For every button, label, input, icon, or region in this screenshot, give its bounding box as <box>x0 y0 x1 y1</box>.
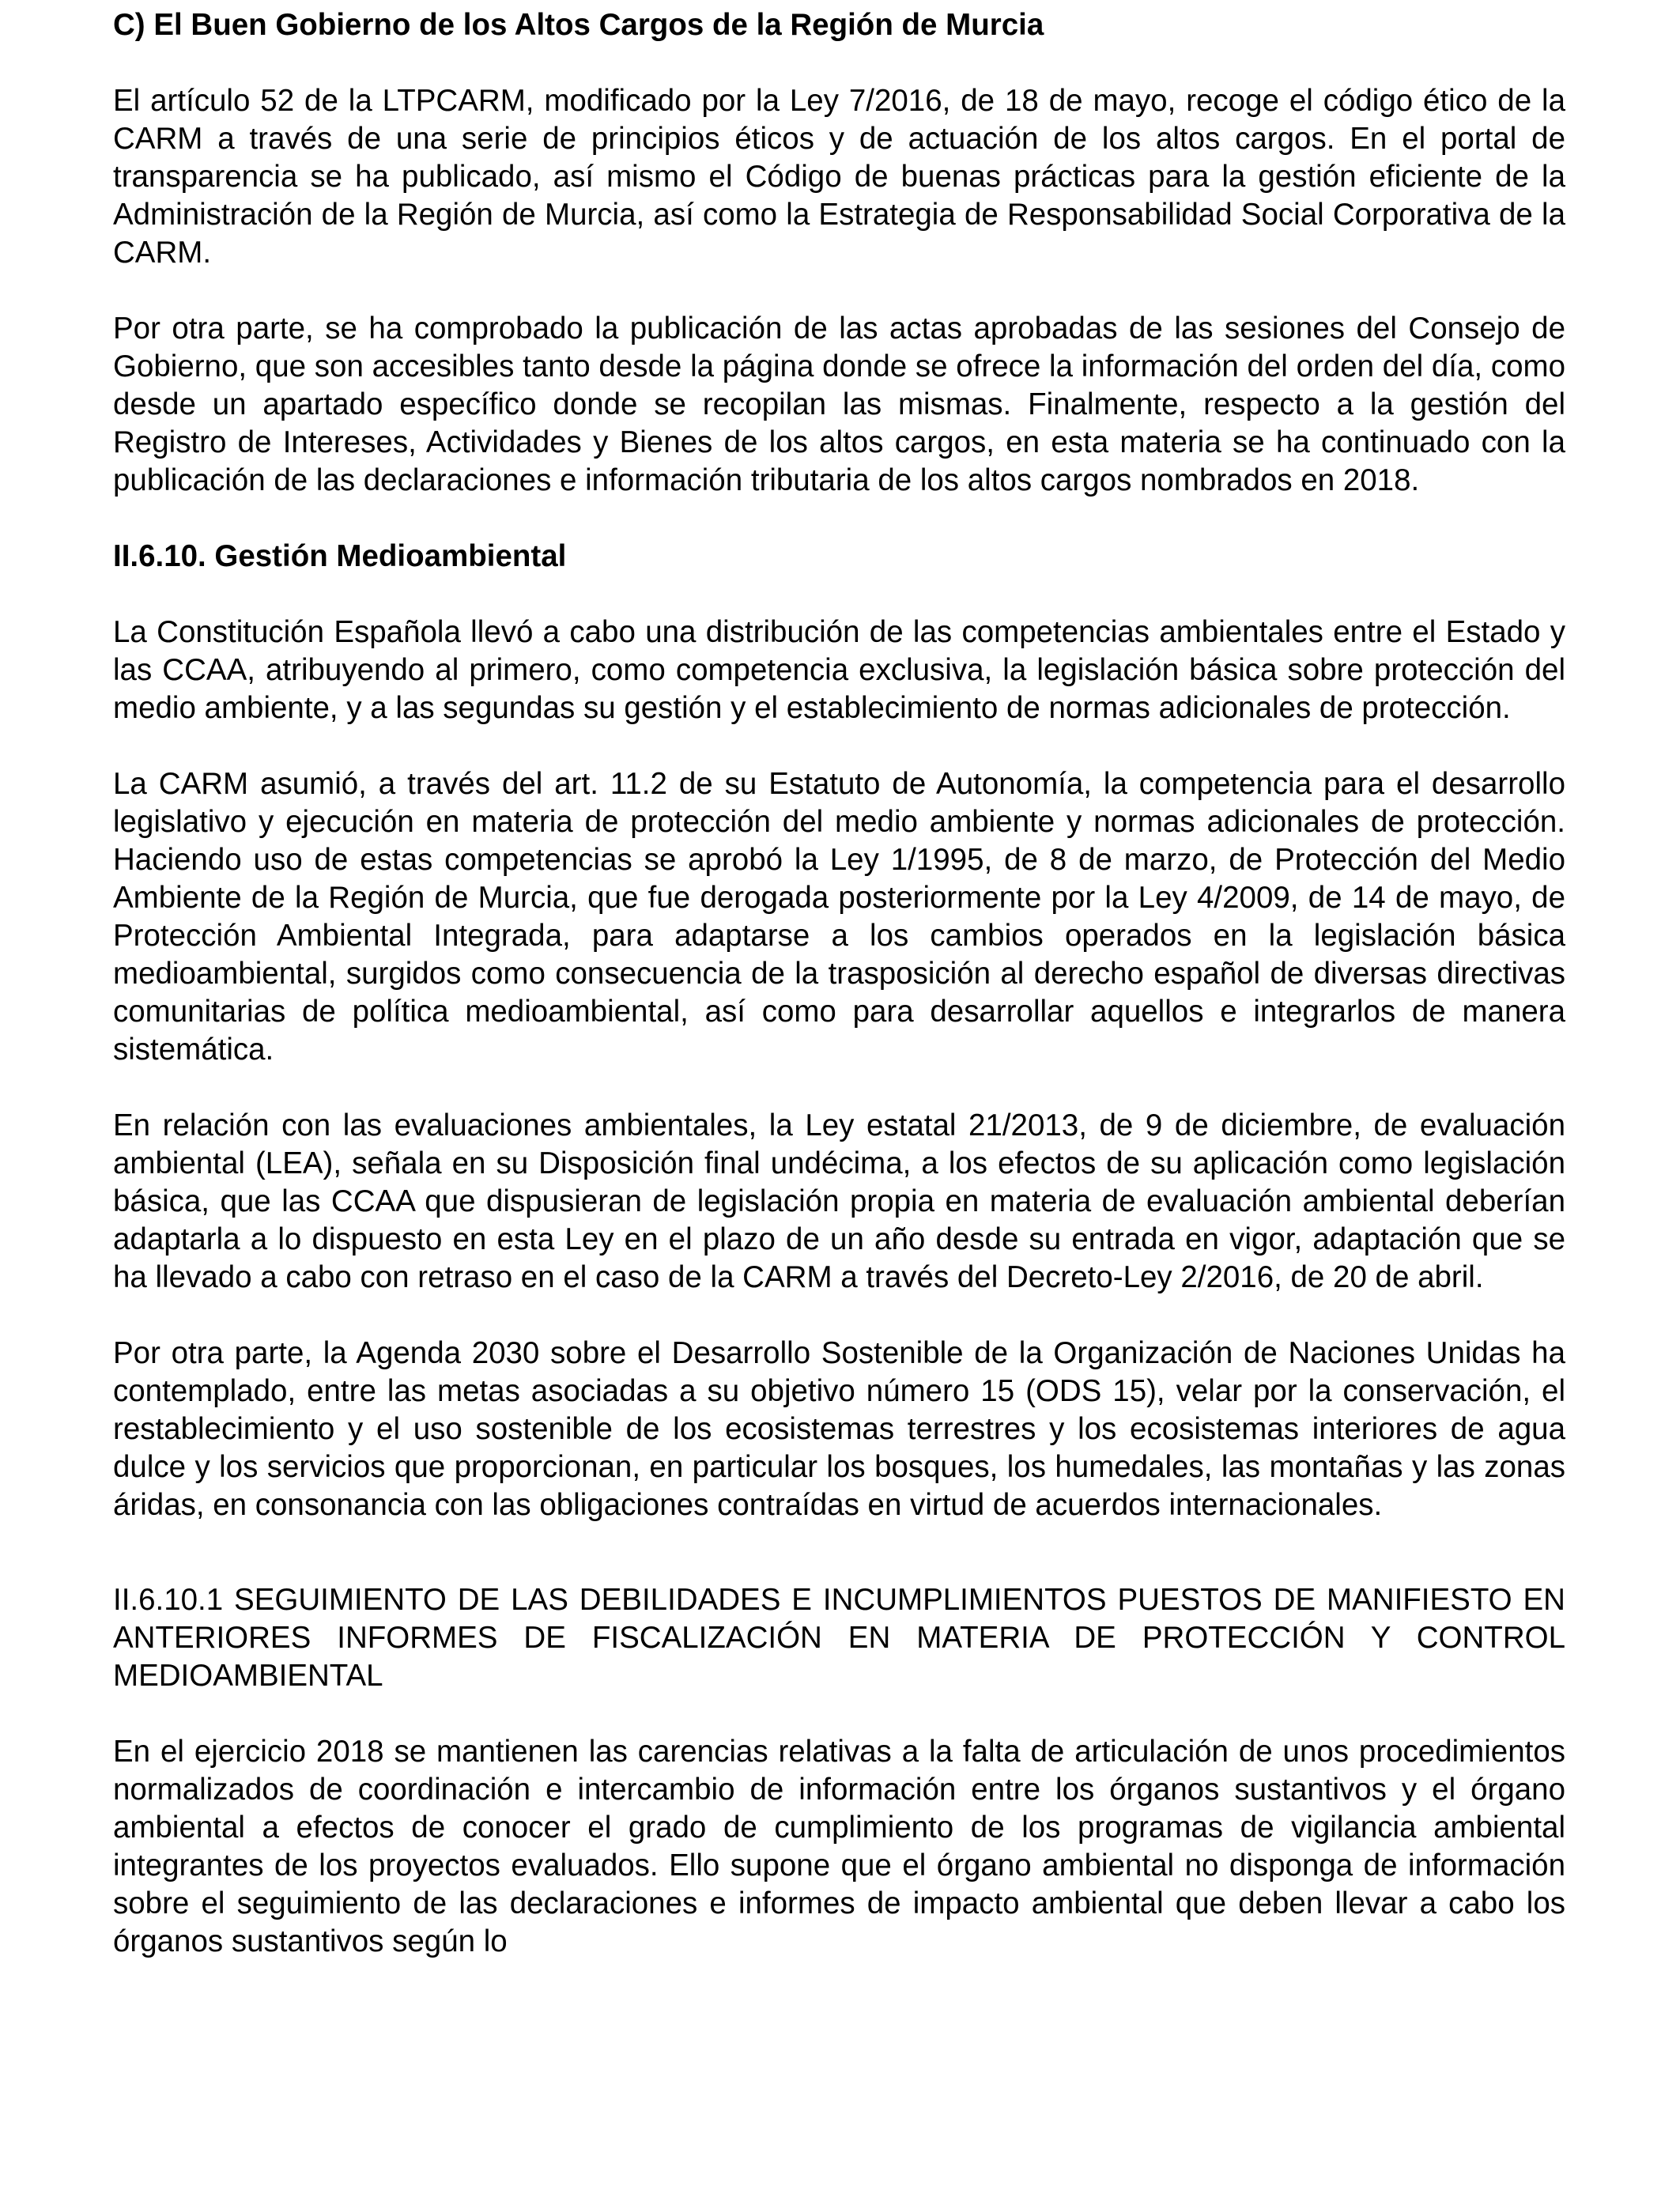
paragraph-actas-consejo: Por otra parte, se ha comprobado la publicación de las actas aprobadas de las sesiones del Consejo de Gobierno, que son accesibles tanto desde la página donde se ofrece la información del orden del día, como desde un apartado específico donde se recopilan las mismas. Finalmente, respecto a la gestión del Registro de Intereses, Actividades y Bienes de los altos cargos, en esta materia se ha continuado con la publicación de las declaraciones e información tributaria de los altos cargos nombrados en 2018. <box>113 312 1565 497</box>
heading-gestion-medioambiental: II.6.10. Gestión Medioambiental <box>113 539 567 573</box>
paragraph-codigo-etico: El artículo 52 de la LTPCARM, modificado por la Ley 7/2016, de 18 de mayo, recoge el código ético de la CARM a través de una serie de principios éticos y de actuación de los altos cargos. En el portal de transparencia se ha publicado, así mismo el Código de buenas prácticas para la gestión eficiente de la Administración de la Región de Murcia, así como la Estrategia de Responsabilidad Social Corporativa de la CARM. <box>113 84 1565 270</box>
paragraph-constitucion: La Constitución Española llevó a cabo una distribución de las competencias ambientales entre el Estado y las CCAA, atribuyendo al primero, como competencia exclusiva, la legislación básica sobre protección del medio ambiente, y a las segundas su gestión y el establecimiento de normas adicionales de protección. <box>113 615 1565 725</box>
document-page <box>113 6 1565 1961</box>
heading-buen-gobierno: C) El Buen Gobierno de los Altos Cargos de la Región de Murcia <box>113 8 1044 42</box>
heading-seguimiento-debilidades: II.6.10.1 SEGUIMIENTO DE LAS DEBILIDADES E INCUMPLIMIENTOS PUESTOS DE MANIFIESTO EN ANTERIORES INFORMES DE FISCALIZACIÓN EN MATERIA DE PROTECCIÓN Y CONTROL MEDIOAMBIENTAL <box>113 1583 1565 1693</box>
paragraph-evaluaciones-ambientales: En relación con las evaluaciones ambientales, la Ley estatal 21/2013, de 9 de diciembre, de evaluación ambiental (LEA), señala en su Disposición final undécima, a los efectos de su aplicación como legislación básica, que las CCAA que dispusieran de legislación propia en materia de evaluación ambiental deberían adaptarla a lo dispuesto en esta Ley en el plazo de un año desde su entrada en vigor, adaptación que se ha llevado a cabo con retraso en el caso de la CARM a través del Decreto-Ley 2/2016, de 20 de abril. <box>113 1108 1565 1294</box>
paragraph-estatuto-autonomia: La CARM asumió, a través del art. 11.2 de su Estatuto de Autonomía, la competencia para el desarrollo legislativo y ejecución en materia de protección del medio ambiente y normas adicionales de protección. Haciendo uso de estas competencias se aprobó la Ley 1/1995, de 8 de marzo, de Protección del Medio Ambiente de la Región de Murcia, que fue derogada posteriormente por la Ley 4/2009, de 14 de mayo, de Protección Ambiental Integrada, para adaptarse a los cambios operados en la legislación básica medioambiental, surgidos como consecuencia de la trasposición al derecho español de diversas directivas comunitarias de política medioambiental, así como para desarrollar aquellos e integrarlos de manera sistemática. <box>113 767 1565 1067</box>
paragraph-agenda-2030: Por otra parte, la Agenda 2030 sobre el Desarrollo Sostenible de la Organización de Naciones Unidas ha contemplado, entre las metas asociadas a su objetivo número 15 (ODS 15), velar por la conservación, el restablecimiento y el uso sostenible de los ecosistemas terrestres y los ecosistemas interiores de agua dulce y los servicios que proporcionan, en particular los bosques, los humedales, las montañas y las zonas áridas, en consonancia con las obligaciones contraídas en virtud de acuerdos internacionales. <box>113 1336 1565 1522</box>
paragraph-ejercicio-2018: En el ejercicio 2018 se mantienen las carencias relativas a la falta de articulación de unos procedimientos normalizados de coordinación e intercambio de información entre los órganos sustantivos y el órgano ambiental a efectos de conocer el grado de cumplimiento de los programas de vigilancia ambiental integrantes de los proyectos evaluados. Ello supone que el órgano ambiental no disponga de información sobre el seguimiento de las declaraciones e informes de impacto ambiental que deben llevar a cabo los órganos sustantivos según lo <box>113 1735 1565 1958</box>
